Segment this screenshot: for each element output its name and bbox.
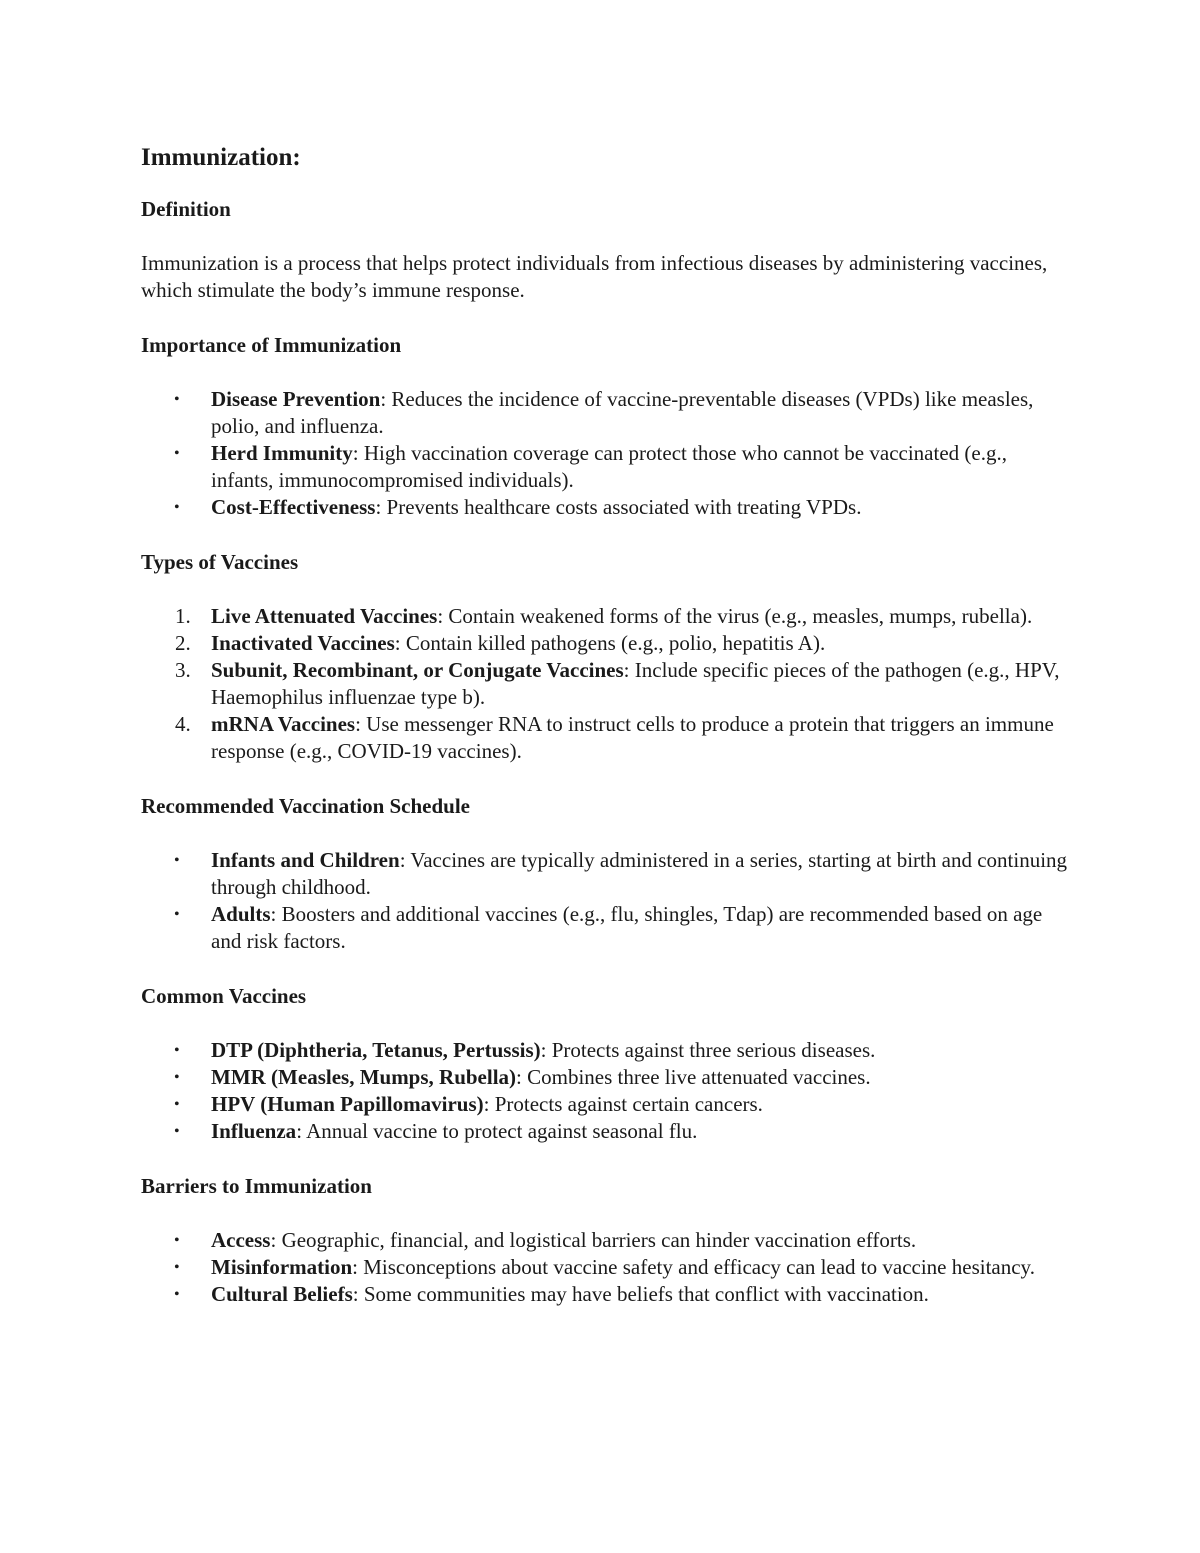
bullet-icon: • [174, 1232, 180, 1249]
list-item-term: Cultural Beliefs [211, 1282, 353, 1306]
barriers-list [141, 1227, 1071, 1308]
list-item-text: : Use messenger RNA to instruct cells to produce a protein that triggers an immune response (e.g., COVID-19 vaccines). [211, 712, 1054, 763]
list-item-text: : Geographic, financial, and logistical barriers can hinder vaccination efforts. [270, 1228, 917, 1252]
list-item-text: : Contain weakened forms of the virus (e.g., measles, mumps, rubella). [437, 604, 1033, 628]
schedule-heading: Recommended Vaccination Schedule [141, 794, 471, 818]
list-item [141, 657, 1071, 711]
list-number: 3. [175, 658, 191, 682]
list-item-text: : Misconceptions about vaccine safety and efficacy can lead to vaccine hesitancy. [352, 1255, 1035, 1279]
document-page [141, 140, 1071, 1336]
list-item-text: : Protects against certain cancers. [483, 1092, 763, 1116]
barriers-heading: Barriers to Immunization [141, 1174, 372, 1198]
types-heading: Types of Vaccines [141, 550, 299, 574]
list-item-term: Access [211, 1228, 271, 1252]
list-number: 2. [175, 631, 191, 655]
list-item [141, 494, 1071, 521]
list-item-text: : Some communities may have beliefs that conflict with vaccination. [352, 1282, 929, 1306]
bullet-icon: • [174, 1042, 180, 1059]
list-item-text: : Combines three live attenuated vaccines. [516, 1065, 871, 1089]
list-item-term: Infants and Children [211, 848, 400, 872]
bullet-icon: • [174, 391, 180, 408]
schedule-list [141, 847, 1071, 955]
list-item-text: : High vaccination coverage can protect those who cannot be vaccinated (e.g., infants, immunocompromised individuals). [211, 441, 1007, 492]
definition-heading: Definition [141, 197, 231, 221]
list-item-term: Subunit, Recombinant, or Conjugate Vaccines [211, 658, 624, 682]
list-item-term: mRNA Vaccines [211, 712, 356, 736]
list-item-term: Misinformation [211, 1255, 353, 1279]
list-number: 4. [175, 712, 191, 736]
list-item-term: Influenza [211, 1119, 297, 1143]
importance-list [141, 386, 1071, 521]
list-item [141, 1281, 1071, 1308]
list-item [141, 630, 1071, 657]
list-item-term: DTP (Diphtheria, Tetanus, Pertussis) [211, 1038, 541, 1062]
common-heading: Common Vaccines [141, 984, 307, 1008]
bullet-icon: • [174, 1123, 180, 1140]
bullet-icon: • [174, 499, 180, 516]
list-item-text: : Prevents healthcare costs associated with treating VPDs. [375, 495, 862, 519]
list-item-term: Live Attenuated Vaccines [211, 604, 438, 628]
list-item-text: : Protects against three serious diseases. [540, 1038, 876, 1062]
list-item [141, 1118, 1071, 1145]
importance-heading: Importance of Immunization [141, 333, 402, 357]
list-item [141, 440, 1071, 494]
definition-paragraph: Immunization is a process that helps protect individuals from infectious diseases by administering vaccines, which stimulate the body’s immune response. [141, 251, 1048, 302]
bullet-icon: • [174, 906, 180, 923]
bullet-icon: • [174, 445, 180, 462]
list-item-text: : Reduces the incidence of vaccine-preventable diseases (VPDs) like measles, polio, and influenza. [211, 387, 1034, 438]
list-item-text: : Contain killed pathogens (e.g., polio, hepatitis A). [394, 631, 826, 655]
list-item [141, 901, 1071, 955]
bullet-icon: • [174, 1286, 180, 1303]
list-item [141, 1091, 1071, 1118]
list-item [141, 1254, 1071, 1281]
list-number: 1. [175, 604, 191, 628]
list-item [141, 386, 1071, 440]
list-item-term: MMR (Measles, Mumps, Rubella) [211, 1065, 517, 1089]
list-item [141, 847, 1071, 901]
list-item-term: Inactivated Vaccines [211, 631, 395, 655]
list-item [141, 711, 1071, 765]
list-item-text: : Include specific pieces of the pathogen (e.g., HPV, Haemophilus influenzae type b). [211, 658, 1060, 709]
list-item [141, 603, 1071, 630]
list-item-text: : Annual vaccine to protect against seasonal flu. [296, 1119, 698, 1143]
bullet-icon: • [174, 1096, 180, 1113]
document-title: Immunization: [141, 144, 301, 171]
list-item-term: HPV (Human Papillomavirus) [211, 1092, 484, 1116]
types-list [141, 603, 1071, 765]
list-item [141, 1227, 1071, 1254]
list-item-term: Herd Immunity [211, 441, 353, 465]
list-item-term: Adults [211, 902, 271, 926]
list-item [141, 1064, 1071, 1091]
bullet-icon: • [174, 1069, 180, 1086]
list-item-text: : Vaccines are typically administered in a series, starting at birth and continuing through childhood. [211, 848, 1068, 899]
list-item [141, 1037, 1071, 1064]
bullet-icon: • [174, 852, 180, 869]
list-item-term: Cost-Effectiveness [211, 495, 376, 519]
list-item-term: Disease Prevention [211, 387, 381, 411]
list-item-text: : Boosters and additional vaccines (e.g., flu, shingles, Tdap) are recommended based on age and risk factors. [211, 902, 1043, 953]
bullet-icon: • [174, 1259, 180, 1276]
common-list [141, 1037, 1071, 1145]
